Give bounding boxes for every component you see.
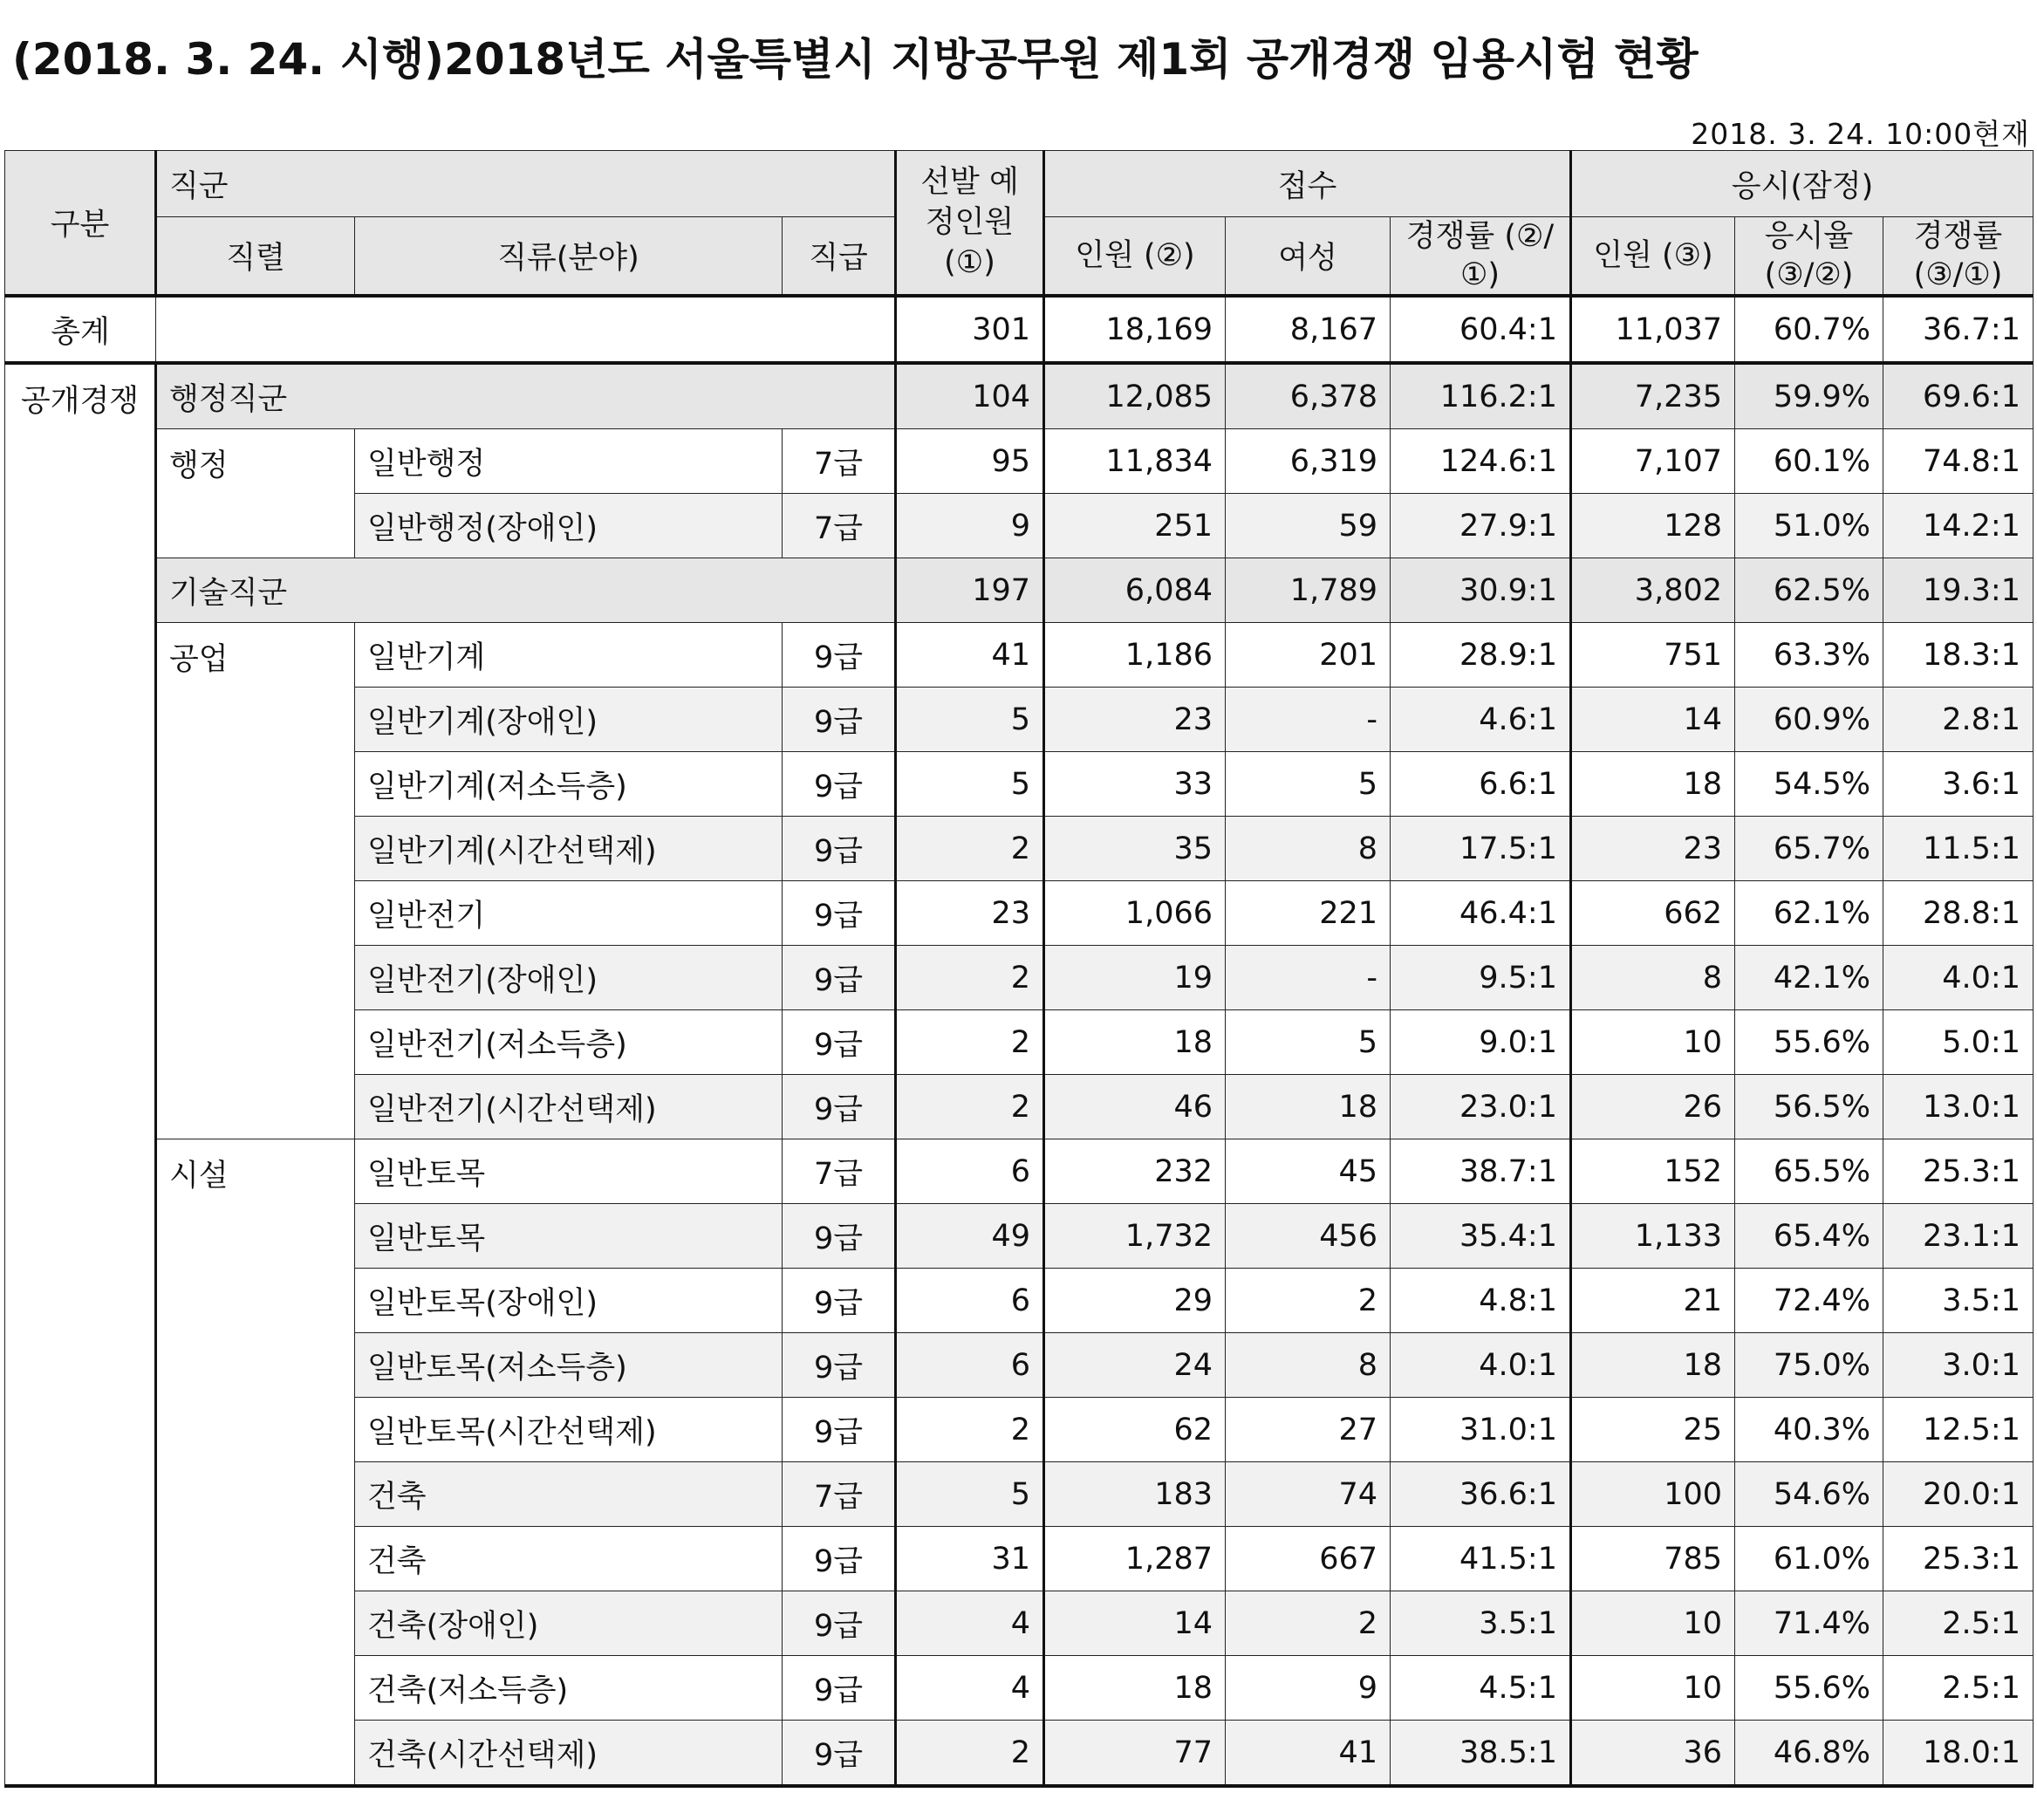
seonbal-cell: 41 <box>896 623 1044 688</box>
inwon-cell: 6,084 <box>1044 558 1226 623</box>
yeoseong-cell: - <box>1226 688 1391 752</box>
ratio2-cell: 28.8:1 <box>1883 881 2034 946</box>
series-siseol: 시설 <box>156 1139 355 1787</box>
yeoseong-cell: 74 <box>1226 1462 1391 1527</box>
jikryu-cell: 건축 <box>355 1527 783 1591</box>
ratio2-cell: 19.3:1 <box>1883 558 2034 623</box>
inwon-cell: 62 <box>1044 1398 1226 1462</box>
jikryu-cell: 일반토목(저소득층) <box>355 1333 783 1398</box>
grade-cell: 9급 <box>783 1204 896 1269</box>
eungsi-cell: 7,235 <box>1571 363 1735 429</box>
seonbal-cell: 2 <box>896 817 1044 881</box>
grade-cell: 9급 <box>783 946 896 1010</box>
jikryu-cell: 일반전기(시간선택제) <box>355 1075 783 1139</box>
rate-cell: 51.0% <box>1735 494 1883 558</box>
yeoseong-cell: 2 <box>1226 1591 1391 1656</box>
seonbal-cell: 31 <box>896 1527 1044 1591</box>
seonbal-cell: 5 <box>896 1462 1044 1527</box>
header-seonbal <box>896 151 1044 297</box>
ratio1-cell: 31.0:1 <box>1391 1398 1571 1462</box>
yeoseong-cell: 27 <box>1226 1398 1391 1462</box>
inwon-cell: 18 <box>1044 1656 1226 1721</box>
ratio1-cell: 4.0:1 <box>1391 1333 1571 1398</box>
ratio1-cell: 4.8:1 <box>1391 1269 1571 1333</box>
grade-cell: 9급 <box>783 881 896 946</box>
yeoseong-cell: 201 <box>1226 623 1391 688</box>
rate-cell: 65.5% <box>1735 1139 1883 1204</box>
ratio2-cell: 11.5:1 <box>1883 817 2034 881</box>
rate-cell: 42.1% <box>1735 946 1883 1010</box>
seonbal-cell: 6 <box>896 1269 1044 1333</box>
header-gyeongjaeng2: 경쟁률 (③/①) <box>1883 217 2034 297</box>
yeoseong-cell: 456 <box>1226 1204 1391 1269</box>
total-rate: 60.7% <box>1735 296 1883 363</box>
header-eungsi: 응시(잠정) <box>1571 151 2034 217</box>
eungsi-cell: 10 <box>1571 1591 1735 1656</box>
ratio1-cell: 9.5:1 <box>1391 946 1571 1010</box>
eungsi-cell: 8 <box>1571 946 1735 1010</box>
yeoseong-cell: 45 <box>1226 1139 1391 1204</box>
grade-cell: 9급 <box>783 1591 896 1656</box>
ratio2-cell: 69.6:1 <box>1883 363 2034 429</box>
seonbal-cell: 2 <box>896 1075 1044 1139</box>
yeoseong-cell: 1,789 <box>1226 558 1391 623</box>
ratio1-cell: 38.7:1 <box>1391 1139 1571 1204</box>
ratio1-cell: 17.5:1 <box>1391 817 1571 881</box>
eungsi-cell: 10 <box>1571 1010 1735 1075</box>
as-of-timestamp: 2018. 3. 24. 10:00현재 <box>1691 117 2030 151</box>
yeoseong-cell: 6,319 <box>1226 429 1391 494</box>
jikryu-cell: 건축 <box>355 1462 783 1527</box>
ratio1-cell: 30.9:1 <box>1391 558 1571 623</box>
total-yeoseong: 8,167 <box>1226 296 1391 363</box>
grade-cell: 9급 <box>783 1656 896 1721</box>
inwon-cell: 23 <box>1044 688 1226 752</box>
inwon-cell: 24 <box>1044 1333 1226 1398</box>
inwon-cell: 33 <box>1044 752 1226 817</box>
ratio2-cell: 25.3:1 <box>1883 1139 2034 1204</box>
inwon-cell: 1,287 <box>1044 1527 1226 1591</box>
seonbal-cell: 95 <box>896 429 1044 494</box>
seonbal-cell: 104 <box>896 363 1044 429</box>
gonggae-label: 공개경쟁 <box>5 363 156 1786</box>
jikryu-cell: 일반기계 <box>355 623 783 688</box>
inwon-cell: 46 <box>1044 1075 1226 1139</box>
group-label: 행정직군 <box>156 363 896 429</box>
eungsi-cell: 14 <box>1571 688 1735 752</box>
yeoseong-cell: 221 <box>1226 881 1391 946</box>
grade-cell: 9급 <box>783 688 896 752</box>
eungsi-cell: 152 <box>1571 1139 1735 1204</box>
jikryu-cell: 일반기계(시간선택제) <box>355 817 783 881</box>
header-gyeongjaeng1: 경쟁률 (②/①) <box>1391 217 1571 297</box>
ratio1-cell: 4.5:1 <box>1391 1656 1571 1721</box>
inwon-cell: 1,732 <box>1044 1204 1226 1269</box>
inwon-cell: 1,066 <box>1044 881 1226 946</box>
rate-cell: 56.5% <box>1735 1075 1883 1139</box>
ratio1-cell: 41.5:1 <box>1391 1527 1571 1591</box>
ratio2-cell: 5.0:1 <box>1883 1010 2034 1075</box>
ratio1-cell: 38.5:1 <box>1391 1721 1571 1787</box>
series-haengjeong: 행정 <box>156 429 355 558</box>
ratio1-cell: 28.9:1 <box>1391 623 1571 688</box>
grade-cell: 7급 <box>783 494 896 558</box>
eungsi-cell: 1,133 <box>1571 1204 1735 1269</box>
total-ratio2: 36.7:1 <box>1883 296 2034 363</box>
yeoseong-cell: - <box>1226 946 1391 1010</box>
inwon-cell: 251 <box>1044 494 1226 558</box>
inwon-cell: 1,186 <box>1044 623 1226 688</box>
eungsi-cell: 18 <box>1571 752 1735 817</box>
eungsi-cell: 662 <box>1571 881 1735 946</box>
grade-cell: 9급 <box>783 1075 896 1139</box>
seonbal-cell: 23 <box>896 881 1044 946</box>
series-gongeop: 공업 <box>156 623 355 1139</box>
total-eungsi: 11,037 <box>1571 296 1735 363</box>
yeoseong-cell: 59 <box>1226 494 1391 558</box>
header-jeopsu-inwon: 인원 (②) <box>1044 217 1226 297</box>
group-label: 기술직군 <box>156 558 896 623</box>
inwon-cell: 35 <box>1044 817 1226 881</box>
rate-cell: 61.0% <box>1735 1527 1883 1591</box>
header-jikgeup: 직급 <box>783 217 896 297</box>
header-eungsiyul: 응시율 (③/②) <box>1735 217 1883 297</box>
eungsi-cell: 36 <box>1571 1721 1735 1787</box>
table-row <box>5 1139 2034 1204</box>
exam-status-table <box>4 150 2034 1788</box>
yeoseong-cell: 8 <box>1226 1333 1391 1398</box>
ratio2-cell: 2.5:1 <box>1883 1656 2034 1721</box>
yeoseong-cell: 18 <box>1226 1075 1391 1139</box>
eungsi-cell: 785 <box>1571 1527 1735 1591</box>
ratio1-cell: 6.6:1 <box>1391 752 1571 817</box>
header-jikryu: 직류(분야) <box>355 217 783 297</box>
seonbal-cell: 6 <box>896 1333 1044 1398</box>
seonbal-cell: 4 <box>896 1591 1044 1656</box>
rate-cell: 40.3% <box>1735 1398 1883 1462</box>
rate-cell: 60.1% <box>1735 429 1883 494</box>
rate-cell: 54.5% <box>1735 752 1883 817</box>
ratio2-cell: 3.0:1 <box>1883 1333 2034 1398</box>
seonbal-cell: 5 <box>896 752 1044 817</box>
eungsi-cell: 100 <box>1571 1462 1735 1527</box>
page-title: (2018. 3. 24. 시행)2018년도 서울특별시 지방공무원 제1회 공개경쟁 임용시험 현황 <box>12 34 1699 85</box>
header-row-1 <box>5 151 2034 217</box>
eungsi-cell: 7,107 <box>1571 429 1735 494</box>
seonbal-cell: 9 <box>896 494 1044 558</box>
total-ratio1: 60.4:1 <box>1391 296 1571 363</box>
ratio2-cell: 18.0:1 <box>1883 1721 2034 1787</box>
seonbal-cell: 2 <box>896 1010 1044 1075</box>
header-jikgun: 직군 <box>156 151 896 217</box>
jikryu-cell: 일반행정(장애인) <box>355 494 783 558</box>
jikryu-cell: 일반전기 <box>355 881 783 946</box>
grade-cell: 9급 <box>783 817 896 881</box>
ratio2-cell: 20.0:1 <box>1883 1462 2034 1527</box>
total-inwon: 18,169 <box>1044 296 1226 363</box>
yeoseong-cell: 2 <box>1226 1269 1391 1333</box>
jikryu-cell: 건축(저소득층) <box>355 1656 783 1721</box>
jikryu-cell: 일반전기(저소득층) <box>355 1010 783 1075</box>
jikryu-cell: 건축(장애인) <box>355 1591 783 1656</box>
rate-cell: 72.4% <box>1735 1269 1883 1333</box>
inwon-cell: 77 <box>1044 1721 1226 1787</box>
ratio2-cell: 2.8:1 <box>1883 688 2034 752</box>
table-row <box>5 623 2034 688</box>
ratio2-cell: 14.2:1 <box>1883 494 2034 558</box>
ratio2-cell: 4.0:1 <box>1883 946 2034 1010</box>
grade-cell: 9급 <box>783 1527 896 1591</box>
inwon-cell: 29 <box>1044 1269 1226 1333</box>
jikryu-cell: 일반기계(저소득층) <box>355 752 783 817</box>
ratio1-cell: 27.9:1 <box>1391 494 1571 558</box>
rate-cell: 63.3% <box>1735 623 1883 688</box>
total-row <box>5 296 2034 363</box>
header-seonbal-text: 선발 예정인원 (①) <box>920 165 1019 280</box>
ratio1-cell: 116.2:1 <box>1391 363 1571 429</box>
jikryu-cell: 일반토목(장애인) <box>355 1269 783 1333</box>
seonbal-cell: 5 <box>896 688 1044 752</box>
rate-cell: 54.6% <box>1735 1462 1883 1527</box>
inwon-cell: 232 <box>1044 1139 1226 1204</box>
ratio1-cell: 124.6:1 <box>1391 429 1571 494</box>
jikryu-cell: 일반행정 <box>355 429 783 494</box>
ratio2-cell: 23.1:1 <box>1883 1204 2034 1269</box>
header-eungsi-inwon: 인원 (③) <box>1571 217 1735 297</box>
eungsi-cell: 21 <box>1571 1269 1735 1333</box>
yeoseong-cell: 8 <box>1226 817 1391 881</box>
eungsi-cell: 128 <box>1571 494 1735 558</box>
eungsi-cell: 23 <box>1571 817 1735 881</box>
ratio1-cell: 9.0:1 <box>1391 1010 1571 1075</box>
ratio2-cell: 74.8:1 <box>1883 429 2034 494</box>
yeoseong-cell: 9 <box>1226 1656 1391 1721</box>
grade-cell: 9급 <box>783 1269 896 1333</box>
jikryu-cell: 건축(시간선택제) <box>355 1721 783 1787</box>
grade-cell: 7급 <box>783 429 896 494</box>
ratio1-cell: 36.6:1 <box>1391 1462 1571 1527</box>
inwon-cell: 18 <box>1044 1010 1226 1075</box>
seonbal-cell: 2 <box>896 1721 1044 1787</box>
yeoseong-cell: 5 <box>1226 752 1391 817</box>
grade-cell: 9급 <box>783 1010 896 1075</box>
grade-cell: 9급 <box>783 1398 896 1462</box>
header-yeoseong: 여성 <box>1226 217 1391 297</box>
ratio1-cell: 3.5:1 <box>1391 1591 1571 1656</box>
ratio2-cell: 13.0:1 <box>1883 1075 2034 1139</box>
ratio2-cell: 2.5:1 <box>1883 1591 2034 1656</box>
yeoseong-cell: 41 <box>1226 1721 1391 1787</box>
eungsi-cell: 26 <box>1571 1075 1735 1139</box>
ratio2-cell: 3.5:1 <box>1883 1269 2034 1333</box>
inwon-cell: 12,085 <box>1044 363 1226 429</box>
grade-cell: 7급 <box>783 1139 896 1204</box>
ratio2-cell: 3.6:1 <box>1883 752 2034 817</box>
eungsi-cell: 25 <box>1571 1398 1735 1462</box>
gisul-group-row <box>5 558 2034 623</box>
ratio1-cell: 23.0:1 <box>1391 1075 1571 1139</box>
jikryu-cell: 일반토목(시간선택제) <box>355 1398 783 1462</box>
rate-cell: 60.9% <box>1735 688 1883 752</box>
seonbal-cell: 6 <box>896 1139 1044 1204</box>
grade-cell: 9급 <box>783 752 896 817</box>
grade-cell: 9급 <box>783 1721 896 1787</box>
eungsi-cell: 3,802 <box>1571 558 1735 623</box>
seonbal-cell: 197 <box>896 558 1044 623</box>
eungsi-cell: 18 <box>1571 1333 1735 1398</box>
jikryu-cell: 일반토목 <box>355 1139 783 1204</box>
jikryu-cell: 일반전기(장애인) <box>355 946 783 1010</box>
inwon-cell: 14 <box>1044 1591 1226 1656</box>
header-gubun: 구분 <box>5 151 156 297</box>
rate-cell: 75.0% <box>1735 1333 1883 1398</box>
grade-cell: 7급 <box>783 1462 896 1527</box>
yeoseong-cell: 5 <box>1226 1010 1391 1075</box>
ratio1-cell: 35.4:1 <box>1391 1204 1571 1269</box>
jikryu-cell: 일반토목 <box>355 1204 783 1269</box>
rate-cell: 65.4% <box>1735 1204 1883 1269</box>
table-row <box>5 429 2034 494</box>
rate-cell: 55.6% <box>1735 1010 1883 1075</box>
eungsi-cell: 751 <box>1571 623 1735 688</box>
yeoseong-cell: 6,378 <box>1226 363 1391 429</box>
rate-cell: 65.7% <box>1735 817 1883 881</box>
header-jeopsu: 접수 <box>1044 151 1571 217</box>
seonbal-cell: 2 <box>896 946 1044 1010</box>
rate-cell: 55.6% <box>1735 1656 1883 1721</box>
rate-cell: 71.4% <box>1735 1591 1883 1656</box>
inwon-cell: 11,834 <box>1044 429 1226 494</box>
ratio2-cell: 18.3:1 <box>1883 623 2034 688</box>
rate-cell: 59.9% <box>1735 363 1883 429</box>
ratio1-cell: 4.6:1 <box>1391 688 1571 752</box>
grade-cell: 9급 <box>783 1333 896 1398</box>
seonbal-cell: 2 <box>896 1398 1044 1462</box>
rate-cell: 46.8% <box>1735 1721 1883 1787</box>
grade-cell: 9급 <box>783 623 896 688</box>
total-label: 총계 <box>5 296 156 363</box>
ratio1-cell: 46.4:1 <box>1391 881 1571 946</box>
rate-cell: 62.5% <box>1735 558 1883 623</box>
seonbal-cell: 4 <box>896 1656 1044 1721</box>
inwon-cell: 183 <box>1044 1462 1226 1527</box>
ratio2-cell: 25.3:1 <box>1883 1527 2034 1591</box>
total-empty <box>156 296 896 363</box>
inwon-cell: 19 <box>1044 946 1226 1010</box>
haengjeong-group-row <box>5 363 2034 429</box>
yeoseong-cell: 667 <box>1226 1527 1391 1591</box>
ratio2-cell: 12.5:1 <box>1883 1398 2034 1462</box>
rate-cell: 62.1% <box>1735 881 1883 946</box>
header-jikryeol: 직렬 <box>156 217 355 297</box>
seonbal-cell: 49 <box>896 1204 1044 1269</box>
jikryu-cell: 일반기계(장애인) <box>355 688 783 752</box>
total-seonbal: 301 <box>896 296 1044 363</box>
eungsi-cell: 10 <box>1571 1656 1735 1721</box>
